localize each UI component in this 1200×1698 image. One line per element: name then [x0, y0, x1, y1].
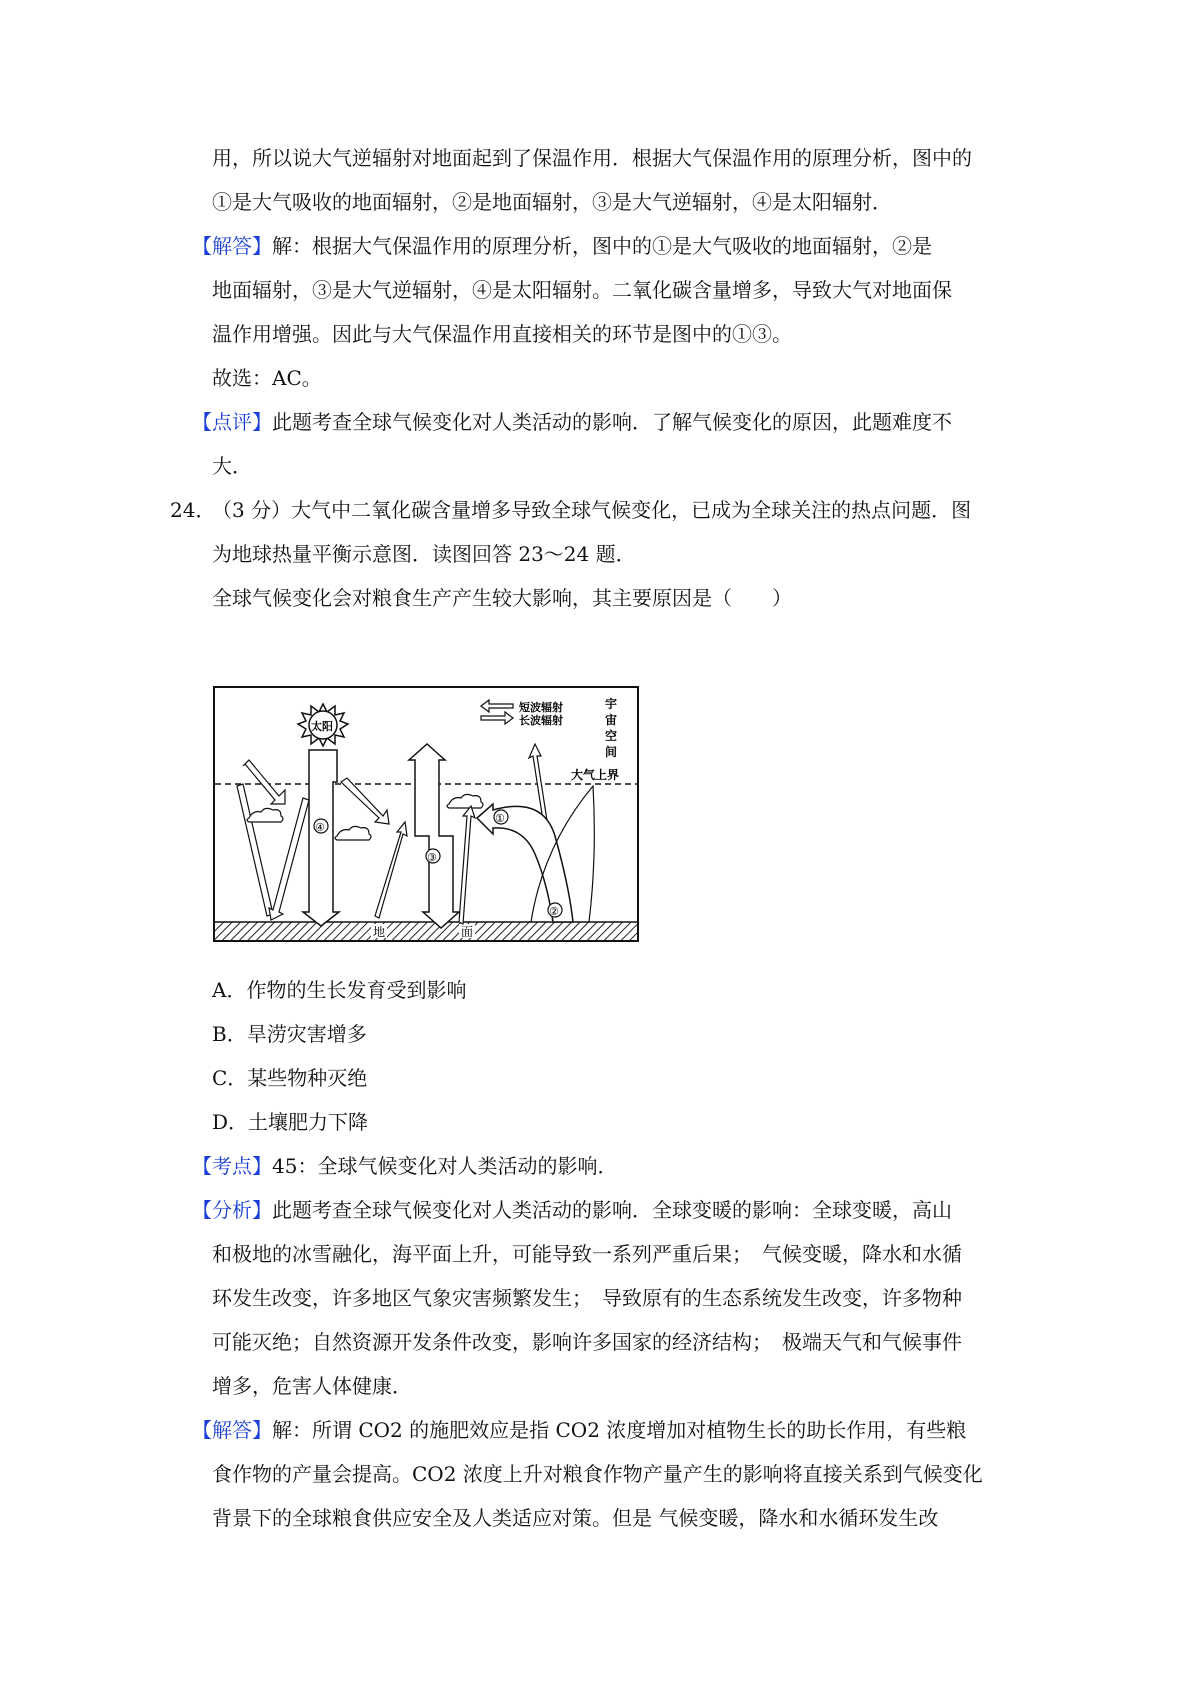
boundary-label: 大气上界	[571, 768, 620, 782]
jieda-tag: 【解答】	[192, 1418, 272, 1442]
marker-4: ④	[315, 821, 325, 834]
ground-strip	[214, 922, 638, 941]
jieda-line-1: 【解答】解：所谓 CO2 的施肥效应是指 CO2 浓度增加对植物生长的助长作用，有些粮	[192, 1418, 967, 1442]
fenxi-line-1: 【分析】此题考查全球气候变化对人类活动的影响．全球变暖的影响：全球变暖，高山	[192, 1198, 952, 1222]
prev-comment-line-1: 【点评】此题考查全球气候变化对人类活动的影响．了解气候变化的原因，此题难度不	[192, 410, 952, 434]
question-number: 24．	[170, 498, 216, 522]
marker-2: ②	[549, 905, 559, 918]
kaodian-line: 【考点】45：全球气候变化对人类活动的影响．	[192, 1154, 618, 1178]
solar-radiation-arrow	[303, 750, 339, 926]
fenxi-line-4: 可能灭绝；自然资源开发条件改变，影响许多国家的经济结构； 极端天气和气候事件	[212, 1330, 962, 1354]
sun-label: 太阳	[311, 720, 333, 733]
ground-label-1: 地	[373, 925, 386, 939]
answer-tag: 【解答】	[192, 234, 272, 258]
space-label-2: 宙	[605, 713, 618, 727]
question-line-1: 24． （3 分）大气中二氧化碳含量增多导致全球气候变化，已成为全球关注的热点问题．图	[170, 498, 972, 522]
space-label-1: 宇	[605, 697, 618, 711]
legend-short-label: 短波辐射	[519, 701, 563, 714]
marker-1: ①	[495, 812, 505, 825]
prev-answer-line-2: 地面辐射，③是大气逆辐射，④是太阳辐射。二氧化碳含量增多，导致大气对地面保	[212, 278, 952, 302]
option-d: D．土壤肥力下降	[212, 1110, 369, 1134]
prev-analysis-line-1: 用，所以说大气逆辐射对地面起到了保温作用．根据大气保温作用的原理分析，图中的	[212, 146, 972, 170]
prev-answer-line-3: 温作用增强。因此与大气保温作用直接相关的环节是图中的①③。	[212, 322, 792, 346]
prev-analysis-line-2: ①是大气吸收的地面辐射，②是地面辐射，③是大气逆辐射，④是太阳辐射．	[212, 190, 892, 214]
prev-answer-choice: 故选：AC。	[212, 366, 322, 390]
option-a: A．作物的生长发育受到影响	[212, 978, 467, 1002]
space-label-3: 空	[605, 729, 618, 743]
marker-3: ③	[427, 851, 437, 864]
heat-balance-diagram	[213, 686, 639, 942]
ground-label-2: 面	[461, 925, 474, 939]
space-label-4: 间	[605, 745, 618, 759]
fenxi-line-2: 和极地的冰雪融化，海平面上升，可能导致一系列严重后果； 气候变暖，降水和水循	[212, 1242, 962, 1266]
legend-long-label: 长波辐射	[519, 714, 563, 727]
fenxi-line-5: 增多，危害人体健康．	[212, 1374, 412, 1398]
prev-answer-line-1: 【解答】解：根据大气保温作用的原理分析，图中的①是大气吸收的地面辐射，②是	[192, 234, 932, 258]
jieda-line-3: 背景下的全球粮食供应安全及人类适应对策。但是 气候变暖，降水和水循环发生改	[212, 1506, 939, 1530]
prev-comment-line-2: 大．	[212, 454, 252, 478]
jieda-line-2: 食作物的产量会提高。CO2 浓度上升对粮食作物产量产生的影响将直接关系到气候变化	[212, 1462, 983, 1486]
option-c: C．某些物种灭绝	[212, 1066, 368, 1090]
comment-tag: 【点评】	[192, 410, 272, 434]
fenxi-line-3: 环发生改变，许多地区气象灾害频繁发生； 导致原有的生态系统发生改变，许多物种	[212, 1286, 962, 1310]
kaodian-tag: 【考点】	[192, 1154, 272, 1178]
question-line-2: 为地球热量平衡示意图．读图回答 23～24 题．	[212, 542, 636, 566]
question-prompt: 全球气候变化会对粮食生产产生较大影响，其主要原因是（ ）	[212, 586, 792, 610]
fenxi-tag: 【分析】	[192, 1198, 272, 1222]
option-b: B．旱涝灾害增多	[212, 1022, 367, 1046]
